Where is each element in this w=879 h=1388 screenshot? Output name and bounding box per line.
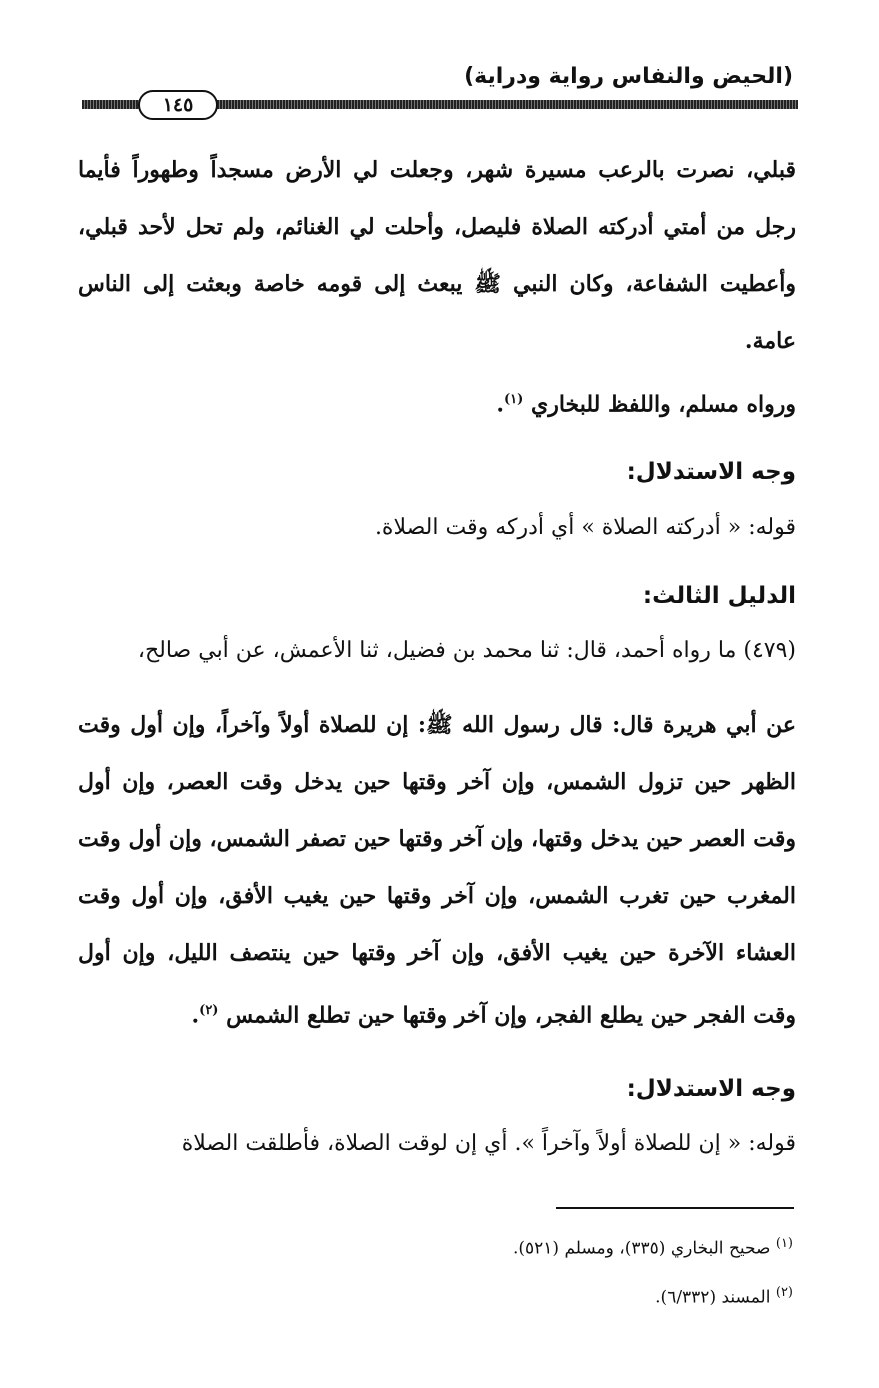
paragraph-hadith-continuation: قبلي، نصرت بالرعب مسيرة شهر، وجعلت لي الأرض مسجداً وطهوراً فأيما رجل من أمتي أدركته الصلاة فليصل، وأحلت لي الغنائم، ولم تحل لأحد قبلي، وأعطيت الشفاعة، وكان النبي ﷺ يبعث إلى قومه خاصة وبعثت إلى الناس عامة. (78, 157, 796, 354)
running-header-title: (الحيض والنفاس رواية ودراية) (464, 64, 793, 89)
footnote-2-text: المسند (٦/٣٣٢). (655, 1287, 771, 1308)
page-number: ١٤٥ (138, 90, 218, 120)
paragraph-narration-note (78, 376, 796, 428)
footnotes (193, 1222, 793, 1319)
narration-note-end: . (496, 391, 504, 418)
hadith-prayer-times-text: عن أبي هريرة قال: قال رسول الله ﷺ: إن للصلاة أولاً وآخراً، وإن أول وقت الظهر حين تزول الشمس، وإن آخر وقتها حين يدخل وقت العصر، وإن أول وقت العصر حين يدخل وقتها، وإن آخر وقتها حين تصفر الشمس، وإن أول وقت المغرب حين تغرب الشمس، وإن آخر وقتها حين يغيب الأفق، وإن أول وقت العشاء الآخرة حين يغيب الأفق، وإن آخر وقتها حين ينتصف الليل، وإن أول وقت الفجر حين يطلع الفجر، وإن آخر وقتها حين تطلع الشمس (78, 712, 796, 1029)
footnote-ref-1: (١) (504, 392, 524, 407)
footnote-2 (193, 1271, 793, 1320)
footnote-1 (193, 1222, 793, 1271)
footnote-1-ref: (١) (775, 1236, 793, 1251)
footnote-1-text: صحيح البخاري (٣٣٥)، ومسلم (٥٢١). (512, 1238, 771, 1259)
main-text (78, 142, 796, 1172)
paragraph-chain-of-narration: (٤٧٩) ما رواه أحمد، قال: ثنا محمد بن فضيل، ثنا الأعمش، عن أبي صالح، (137, 638, 796, 664)
heading-third-evidence: الدليل الثالث: (642, 583, 796, 610)
narration-note-text: ورواه مسلم، واللفظ للبخاري (530, 391, 796, 418)
heading-inference-1: وجه الاستدلال: (626, 459, 796, 486)
paragraph-inference-2: قوله: « إن للصلاة أولاً وآخراً ». أي إن لوقت الصلاة، فأطلقت الصلاة (181, 1130, 796, 1156)
paragraph-hadith-prayer-times (78, 697, 796, 1044)
hadith-prayer-times-end: . (191, 1002, 200, 1029)
footnote-ref-2: (٢) (199, 1003, 219, 1019)
paragraph-inference-1: قوله: « أدركته الصلاة » أي أدركه وقت الصلاة. (374, 515, 796, 541)
footnote-2-ref: (٢) (775, 1284, 793, 1300)
heading-inference-2: وجه الاستدلال: (626, 1075, 796, 1102)
footnote-separator (556, 1207, 794, 1209)
